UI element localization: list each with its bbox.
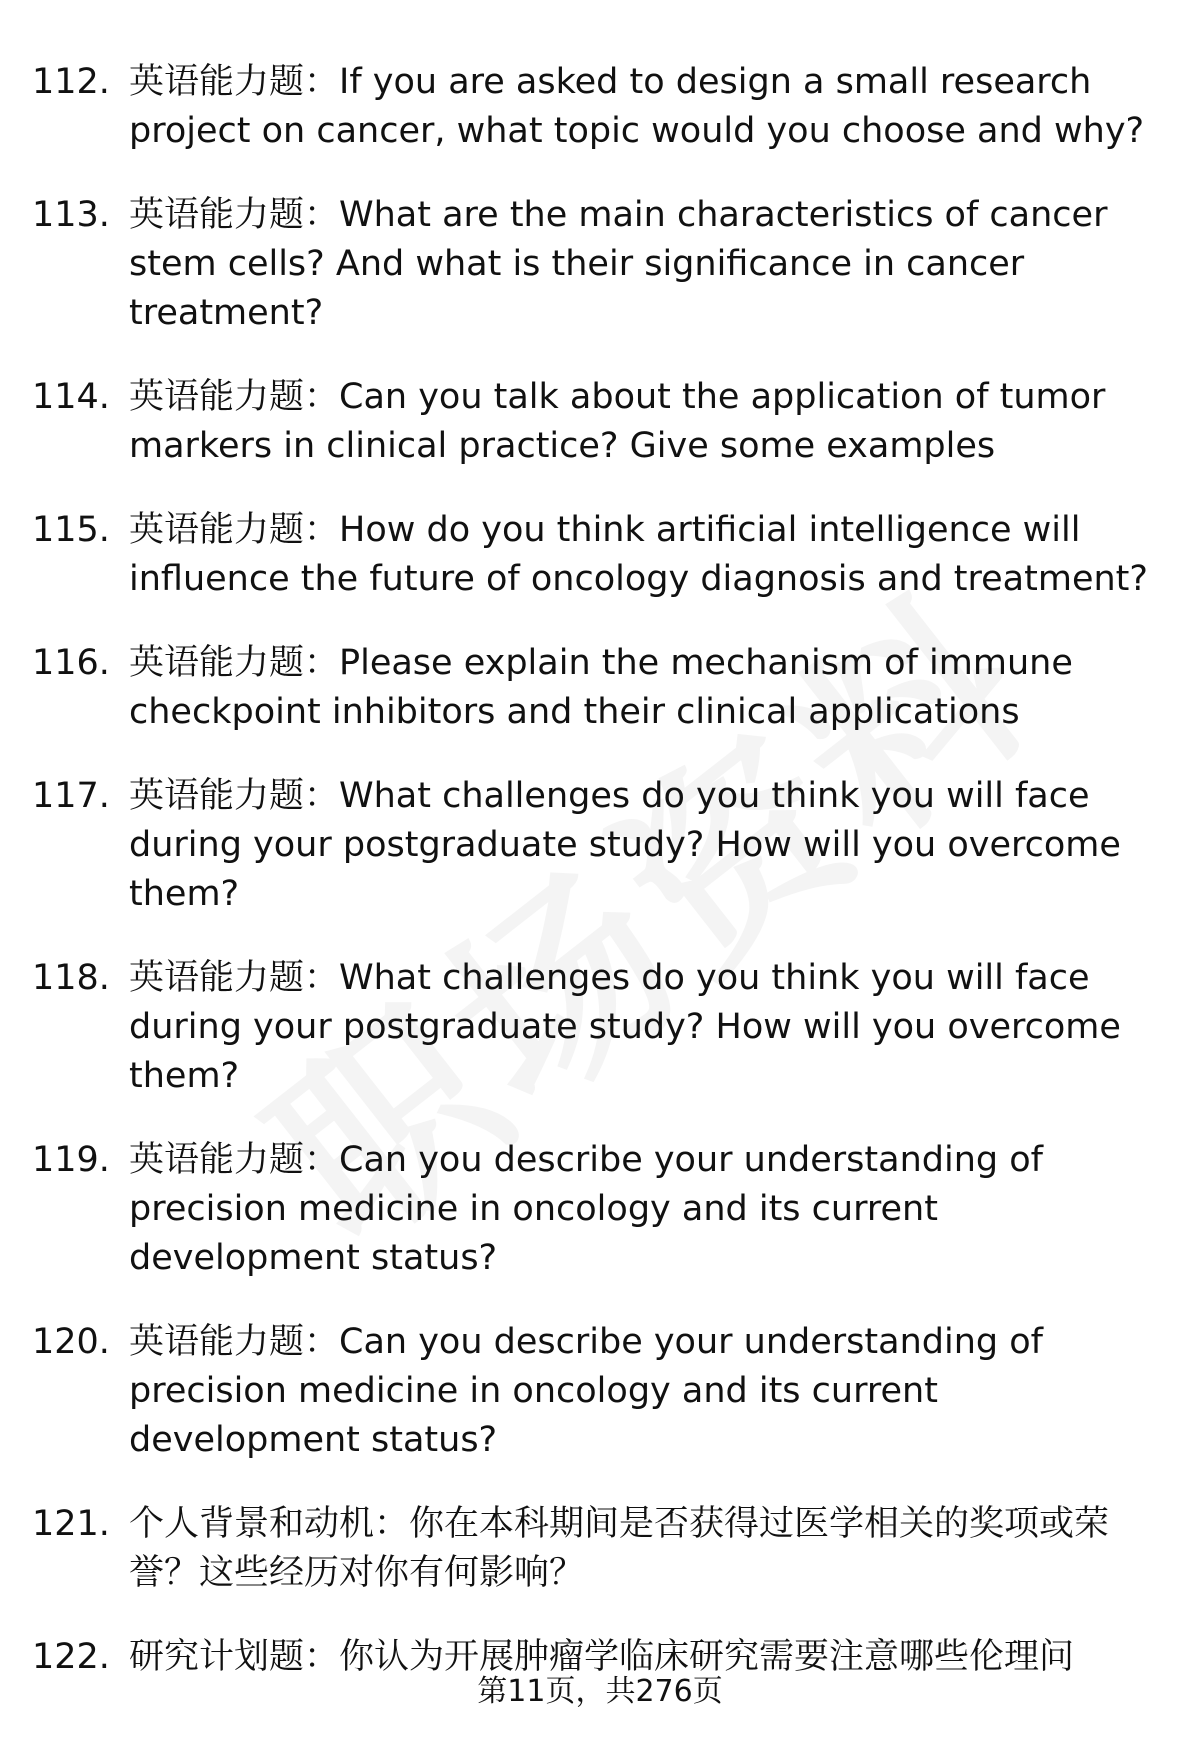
question-number: 120.: [32, 1322, 110, 1362]
question-text: 英语能力题：Can you talk about the application of tumor markers in clinical practice? Give some examples: [129, 377, 1106, 466]
question-text: 英语能力题：Can you describe your understanding of precision medicine in oncology and its current development status?: [129, 1322, 1043, 1460]
question-number: 113.: [32, 195, 110, 235]
question-item: [32, 772, 1162, 919]
question-number: 122.: [32, 1637, 110, 1677]
question-text: 研究计划题：你认为开展肿瘤学临床研究需要注意哪些伦理问: [129, 1637, 1075, 1677]
question-list: [32, 58, 1162, 1717]
question-text: 英语能力题：Please explain the mechanism of immune checkpoint inhibitors and their clinical applications: [129, 643, 1073, 732]
question-text: 英语能力题：Can you describe your understanding of precision medicine in oncology and its current development status?: [129, 1140, 1043, 1278]
question-number: 115.: [32, 510, 110, 550]
question-text: 英语能力题：What challenges do you think you will face during your postgraduate study? How will you overcome them?: [129, 776, 1121, 914]
question-number: 117.: [32, 776, 110, 816]
question-number: 119.: [32, 1140, 110, 1180]
question-text: 英语能力题：How do you think artificial intelligence will influence the future of oncology diagnosis and treatment?: [129, 510, 1148, 599]
question-item: [32, 1318, 1162, 1465]
question-item: [32, 373, 1162, 471]
question-item: [32, 191, 1162, 338]
question-item: [32, 1136, 1162, 1283]
question-item: [32, 506, 1162, 604]
question-number: 121.: [32, 1504, 110, 1544]
question-text: 英语能力题：If you are asked to design a small research project on cancer, what topic would you choose and why?: [129, 62, 1145, 151]
question-text: 英语能力题：What are the main characteristics of cancer stem cells? And what is their significance in cancer treatment?: [129, 195, 1108, 333]
question-item: [32, 1500, 1162, 1598]
question-number: 118.: [32, 958, 110, 998]
question-number: 112.: [32, 62, 110, 102]
question-item: [32, 954, 1162, 1101]
question-number: 114.: [32, 377, 110, 417]
page-footer: 第11页，共276页: [477, 1674, 723, 1709]
question-text: 个人背景和动机：你在本科期间是否获得过医学相关的奖项或荣誉？这些经历对你有何影响？: [129, 1504, 1110, 1593]
question-text: 英语能力题：What challenges do you think you will face during your postgraduate study? How will you overcome them?: [129, 958, 1121, 1096]
question-number: 116.: [32, 643, 110, 683]
question-item: [32, 639, 1162, 737]
question-item: [32, 58, 1162, 156]
